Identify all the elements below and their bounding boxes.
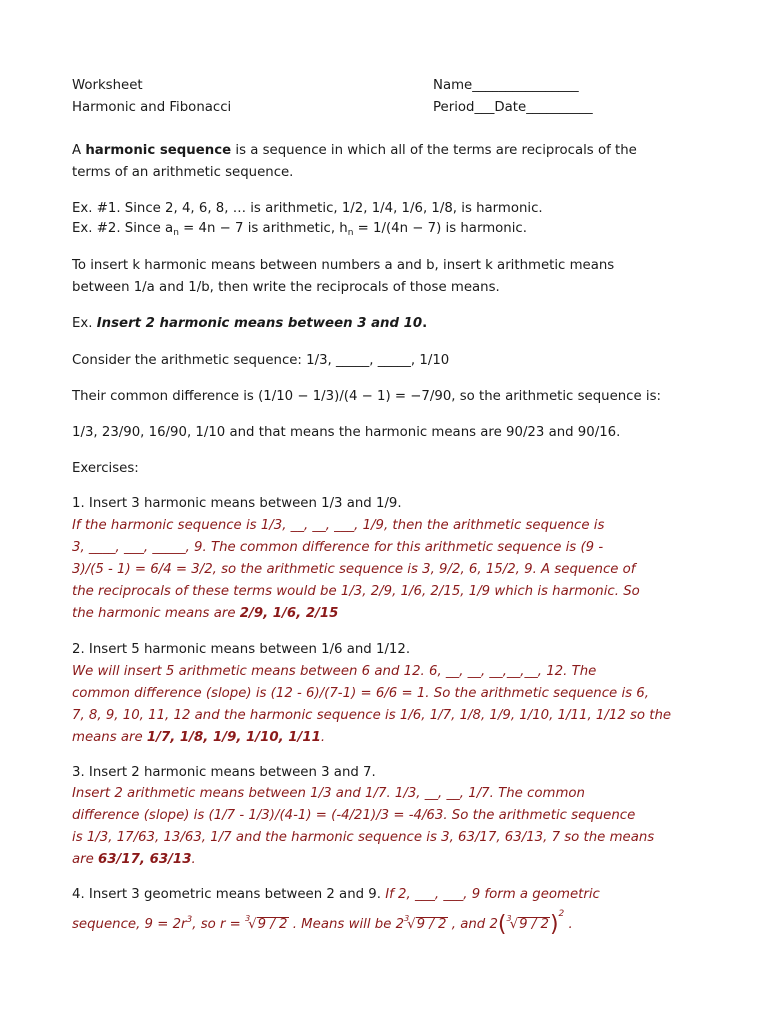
radicand: 9 / 2	[416, 917, 447, 932]
example-2-part-b: = 4n − 7 is arithmetic, h	[178, 221, 348, 236]
exercise-4-answer-line-2	[72, 909, 573, 937]
exercise-3-answer-line-2: difference (slope) is (1/7 - 1/3)/(4-1) = (-4/21)/3 = -4/63. So the arithmetic sequence	[72, 808, 636, 823]
worked-example-heading	[72, 313, 427, 335]
exercise-4-text-b: , so r =	[192, 917, 246, 932]
open-paren: (	[497, 912, 507, 937]
exercise-3-answer-line-3: is 1/3, 17/63, 13/63, 1/7 and the harmonic sequence is 3, 63/17, 63/13, 7 so the means	[72, 830, 655, 845]
worked-example-title: Insert 2 harmonic means between 3 and 10	[96, 316, 423, 331]
exercise-4-text-d: , and	[447, 917, 490, 932]
radicand: 9 / 2	[519, 917, 549, 932]
example-1: Ex. #1. Since 2, 4, 6, 8, … is arithmetic, 1/2, 1/4, 1/6, 1/8, is harmonic.	[72, 201, 543, 216]
exercise-2-question: 2. Insert 5 harmonic means between 1/6 and 1/12.	[72, 642, 411, 657]
method-line-2: between 1/a and 1/b, then write the reciprocals of those means.	[72, 280, 500, 295]
exercise-3-period: .	[191, 852, 196, 867]
subscript-n: n	[347, 228, 354, 238]
cube-root-expression: $^3$√9 / 2	[245, 914, 288, 932]
exercise-2-period: .	[320, 730, 326, 745]
coefficient-2: 2	[489, 917, 498, 932]
exercise-2-answer-line-2: common difference (slope) is (12 - 6)/(7-1) = 6/6 = 1. So the arithmetic sequence is 6,	[72, 686, 649, 701]
cube-root-expression: $^3$√9 / 2	[506, 914, 549, 932]
exercise-4-text-c: . Means will be	[288, 917, 396, 932]
exercises-label: Exercises:	[72, 461, 139, 476]
exercise-3-answer-line-1: Insert 2 arithmetic means between 1/3 and 1/7. 1/3, __, __, 1/7. The common	[72, 786, 585, 801]
worksheet-subtitle: Harmonic and Fibonacci	[72, 100, 232, 115]
definition-prefix: A	[72, 143, 86, 158]
exercise-1-answer-line-1: If the harmonic sequence is 1/3, __, __, ___, 1/9, then the arithmetic sequence is	[72, 518, 605, 533]
exercise-1-answer-prefix: the harmonic means are	[72, 606, 240, 621]
example-2-part-a: Ex. #2. Since a	[72, 221, 174, 236]
exercise-2-final-answer: 1/7, 1/8, 1/9, 1/10, 1/11	[146, 730, 321, 745]
exercise-4-text-a: sequence, 9 = 2r	[72, 917, 187, 932]
exponent-2: 2	[558, 909, 565, 919]
exercise-4-question: 4. Insert 3 geometric means between 2 and 9.	[72, 887, 386, 902]
radicand: 9 / 2	[257, 917, 288, 932]
worked-example-period: .	[422, 316, 428, 331]
worksheet-title: Worksheet	[72, 78, 143, 93]
definition-term: harmonic sequence	[85, 143, 232, 158]
exercise-2-answer-prefix: means are	[72, 730, 147, 745]
exercise-4-period: .	[564, 917, 573, 932]
exercise-1-answer-line-5	[72, 603, 338, 625]
worked-example-prefix: Ex.	[72, 316, 97, 331]
exponent-3: 3	[186, 915, 193, 925]
subscript-n: n	[173, 228, 179, 238]
root-index: 3	[404, 914, 410, 923]
exercise-1-answer-line-3: 3)/(5 - 1) = 6/4 = 3/2, so the arithmetic sequence is 3, 9/2, 6, 15/2, 9. A sequence of	[72, 562, 636, 577]
example-2-part-c: = 1/(4n − 7) is harmonic.	[353, 221, 527, 236]
exercise-3-answer-line-4	[72, 849, 196, 871]
definition-line-2: terms of an arithmetic sequence.	[72, 165, 294, 180]
worked-example-consider: Consider the arithmetic sequence: 1/3, _____, _____, 1/10	[72, 353, 450, 368]
exercise-3-answer-prefix: are	[72, 852, 99, 867]
root-index: 3	[245, 914, 251, 923]
exercise-4-answer-line-1: If 2, ___, ___, 9 form a geometric	[385, 887, 600, 902]
example-2	[72, 218, 527, 240]
worked-example-difference: Their common difference is (1/10 − 1/3)/(4 − 1) = −7/90, so the arithmetic sequence is:	[72, 389, 662, 404]
exercise-2-answer-line-4	[72, 727, 325, 749]
exercise-1-final-answer: 2/9, 1/6, 2/15	[239, 606, 339, 621]
coefficient-2: 2	[395, 917, 405, 932]
exercise-4-question-line	[72, 884, 600, 906]
method-line-1: To insert k harmonic means between numbers a and b, insert k arithmetic means	[72, 258, 615, 273]
definition-line-1	[72, 140, 637, 162]
worked-example-result: 1/3, 23/90, 16/90, 1/10 and that means the harmonic means are 90/23 and 90/16.	[72, 425, 621, 440]
exercise-2-answer-line-1: We will insert 5 arithmetic means between 6 and 12. 6, __, __, __,__,__, 12. The	[72, 664, 597, 679]
exercise-2-answer-line-3: 7, 8, 9, 10, 11, 12 and the harmonic sequence is 1/6, 1/7, 1/8, 1/9, 1/10, 1/11, 1/12 so the	[72, 708, 672, 723]
exercise-1-answer-line-4: the reciprocals of these terms would be 1/3, 2/9, 1/6, 2/15, 1/9 which is harmonic. So	[72, 584, 640, 599]
period-date-field: Period___Date__________	[433, 100, 593, 115]
exercise-3-final-answer: 63/17, 63/13	[98, 852, 192, 867]
exercise-1-question: 1. Insert 3 harmonic means between 1/3 and 1/9.	[72, 496, 402, 511]
exercise-3-question: 3. Insert 2 harmonic means between 3 and 7.	[72, 765, 376, 780]
name-field: Name________________	[433, 78, 579, 93]
root-index: 3	[506, 914, 512, 923]
cube-root-expression: $^3$√9 / 2	[404, 914, 447, 932]
exercise-1-answer-line-2: 3, ____, ___, _____, 9. The common difference for this arithmetic sequence is (9 -	[72, 540, 604, 555]
definition-rest: is a sequence in which all of the terms are reciprocals of the	[231, 143, 637, 158]
close-paren: )	[549, 912, 559, 937]
